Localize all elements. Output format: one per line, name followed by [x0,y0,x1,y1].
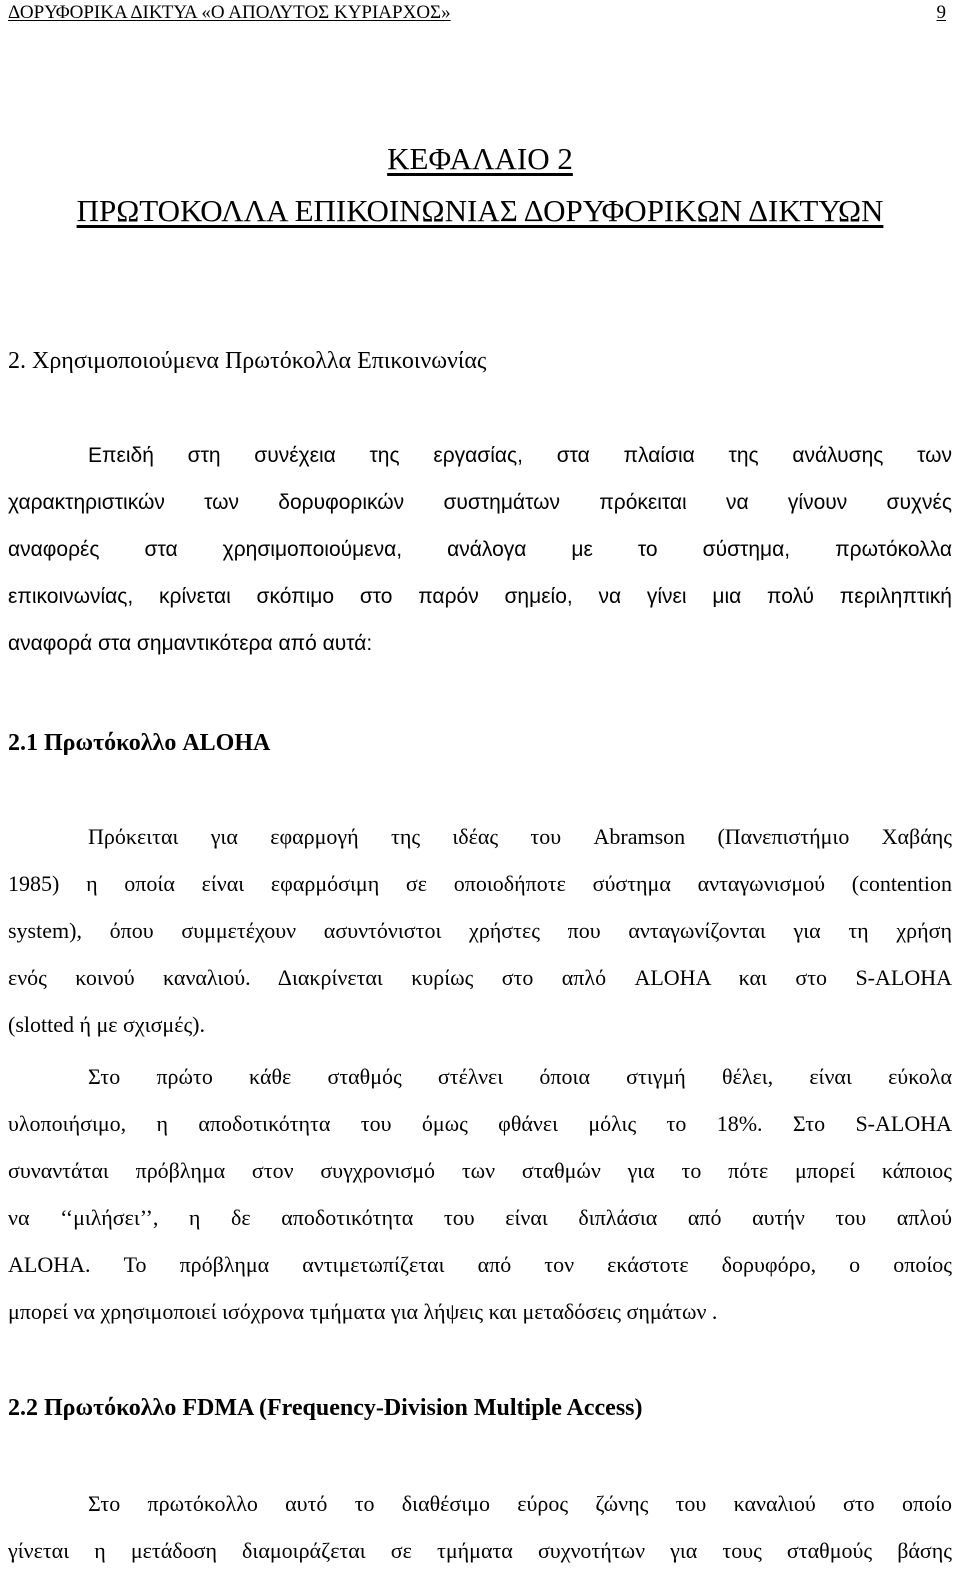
paragraph-line: Επειδή στη συνέχεια της εργασίας, στα πλαίσια της ανάλυσης των [88,444,952,467]
paragraph-line: να ‘‘μιλήσει’’, η δε αποδοτικότητα του είναι διπλάσια από αυτήν του απλού [8,1205,952,1230]
paragraph-line: αναφορές στα χρησιμοποιούμενα, ανάλογα με το σύστημα, πρωτόκολλα [8,538,952,561]
paragraph-line: Στο πρωτόκολλο αυτό το διαθέσιμο εύρος ζώνης του καναλιού στο οποίο [88,1491,952,1516]
section-2-1-paragraph-2 [8,1053,952,1335]
paragraph-line: Στο πρώτο κάθε σταθμός στέλνει όποια στιγμή θέλει, είναι εύκολα [88,1064,952,1089]
section-2-2-heading: 2.2 Πρωτόκολλο FDMA (Frequency-Division Multiple Access) [8,1395,643,1421]
paragraph-line: χαρακτηριστικών των δορυφορικών συστημάτων πρόκειται να γίνουν συχνές [8,491,952,514]
running-title: ΔΟΡΥΦΟΡΙΚΑ ΔΙΚΤΥΑ «Ο ΑΠΟΛΥΤΟΣ ΚΥΡΙΑΡΧΟΣ» [8,2,451,23]
section-2-1-paragraph-1 [8,813,952,1048]
paragraph-line: system), όπου συμμετέχουν ασυντόνιστοι χρήστες που ανταγωνίζονται για τη χρήση [8,918,952,943]
running-header [8,0,946,28]
page-number: 9 [936,2,946,23]
section-2-2-paragraph-1 [8,1480,952,1574]
section-2-heading: 2. Χρησιμοποιούμενα Πρωτόκολλα Επικοινωνίας [8,348,487,374]
paragraph-line: (slotted ή με σχισμές). [8,1012,206,1037]
paragraph-line: ενός κοινού καναλιού. Διακρίνεται κυρίως στο απλό ALOHA και στο S-ALOHA [8,965,952,990]
section-2-intro-paragraph [8,432,952,667]
paragraph-line: γίνεται η μετάδοση διαμοιράζεται σε τμήματα συχνοτήτων για τους σταθμούς βάσης [8,1538,952,1563]
chapter-label: ΚΕΦΑΛΑΙΟ 2 [387,141,573,176]
paragraph-line: 1985) η οποία είναι εφαρμόσιμη σε οποιοδήποτε σύστημα ανταγωνισμού (contention [8,871,952,896]
paragraph-line: αναφορά στα σημαντικότερα από αυτά: [8,632,373,655]
paragraph-line: επικοινωνίας, κρίνεται σκόπιμο στο παρόν σημείο, να γίνει μια πολύ περιληπτική [8,585,952,608]
paragraph-line: Πρόκειται για εφαρμογή της ιδέας του Abramson (Πανεπιστήμιο Χαβάης [88,824,952,849]
paragraph-line: συναντάται πρόβλημα στον συγχρονισμό των σταθμών για το πότε μπορεί κάποιος [8,1158,952,1183]
paragraph-line: μπορεί να χρησιμοποιεί ισόχρονα τμήματα για λήψεις και μεταδόσεις σημάτων . [8,1299,718,1324]
paragraph-line: υλοποιήσιμο, η αποδοτικότητα του όμως φθάνει μόλις το 18%. Στο S-ALOHA [8,1111,952,1136]
paragraph-line: ALOHA. Το πρόβλημα αντιμετωπίζεται από τον εκάστοτε δορυφόρο, ο οποίος [8,1252,952,1277]
section-2-1-heading: 2.1 Πρωτόκολλο ALOHA [8,730,271,756]
chapter-title: ΠΡΩΤΟΚΟΛΛΑ ΕΠΙΚΟΙΝΩΝΙΑΣ ΔΟΡΥΦΟΡΙΚΩΝ ΔΙΚΤΥΩΝ [76,193,884,228]
